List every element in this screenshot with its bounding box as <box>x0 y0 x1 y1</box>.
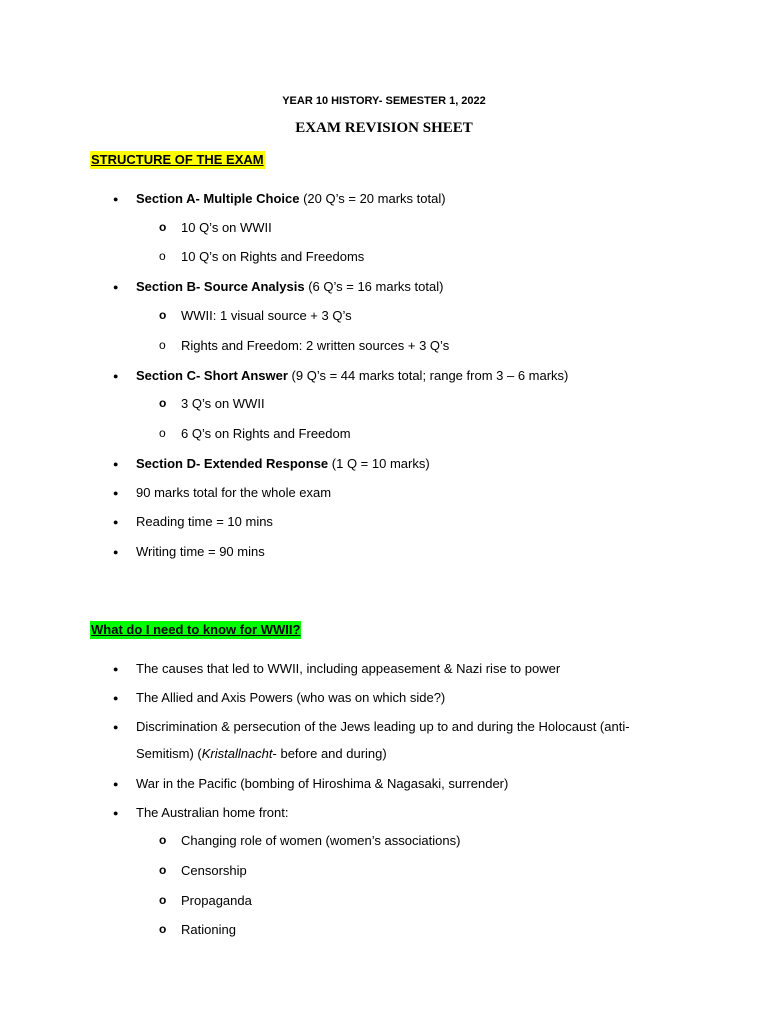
section-a-detail: (20 Q’s = 20 marks total) <box>299 191 446 206</box>
holocaust-text: - before and during) <box>272 746 387 761</box>
section-c-label: Section C- Short Answer <box>136 368 288 383</box>
reading-time-item: ● Reading time = 10 mins <box>136 514 273 530</box>
section-c-sub-item: o 3 Q’s on WWII <box>181 396 265 412</box>
writing-time-item: ● Writing time = 90 mins <box>136 544 265 560</box>
section-c-sub-item: o 6 Q’s on Rights and Freedom <box>181 426 351 442</box>
wwii-heading: What do I need to know for WWII? <box>91 622 301 637</box>
section-a-sub-item: o 10 Q’s on WWII <box>181 220 272 236</box>
section-d-label: Section D- Extended Response <box>136 456 329 471</box>
home-front-sub-item: o Censorship <box>181 863 247 879</box>
total-marks-item: ● 90 marks total for the whole exam <box>136 485 331 501</box>
holocaust-text: Semitism) ( <box>136 746 202 761</box>
holocaust-item: ● Discrimination & persecution of the Jews leading up to and during the Holocaust (anti- <box>136 719 630 735</box>
home-front-item: ● The Australian home front: <box>136 805 288 821</box>
section-d-item <box>136 456 430 472</box>
section-d-detail: (1 Q = 10 marks) <box>328 456 430 471</box>
page-title: EXAM REVISION SHEET <box>295 120 473 136</box>
section-a-sub-item: o 10 Q’s on Rights and Freedoms <box>181 249 364 265</box>
list-item: ● The Allied and Axis Powers (who was on which side?) <box>136 690 445 706</box>
home-front-sub-item: o Changing role of women (women’s associations) <box>181 833 460 849</box>
home-front-sub-item: o Rationing <box>181 922 236 938</box>
kristallnacht-term: Kristallnacht <box>201 746 273 761</box>
section-c-item <box>136 368 568 384</box>
section-a-label: Section A- Multiple Choice <box>136 191 300 206</box>
structure-heading: STRUCTURE OF THE EXAM <box>91 152 264 167</box>
section-b-item <box>136 279 443 295</box>
section-c-detail: (9 Q’s = 44 marks total; range from 3 – 6 marks) <box>287 368 569 383</box>
list-item: ● The causes that led to WWII, including appeasement & Nazi rise to power <box>136 661 560 677</box>
list-item: ● War in the Pacific (bombing of Hiroshima & Nagasaki, surrender) <box>136 776 508 792</box>
home-front-sub-item: o Propaganda <box>181 893 252 909</box>
section-b-label: Section B- Source Analysis <box>136 279 305 294</box>
section-b-sub-item: o Rights and Freedom: 2 written sources + 3 Q’s <box>181 338 449 354</box>
section-a-item <box>136 191 446 207</box>
section-b-detail: (6 Q’s = 16 marks total) <box>304 279 444 294</box>
section-b-sub-item: o WWII: 1 visual source + 3 Q’s <box>181 308 352 324</box>
holocaust-item-continued <box>136 746 387 762</box>
course-subtitle: YEAR 10 HISTORY- SEMESTER 1, 2022 <box>282 95 486 107</box>
